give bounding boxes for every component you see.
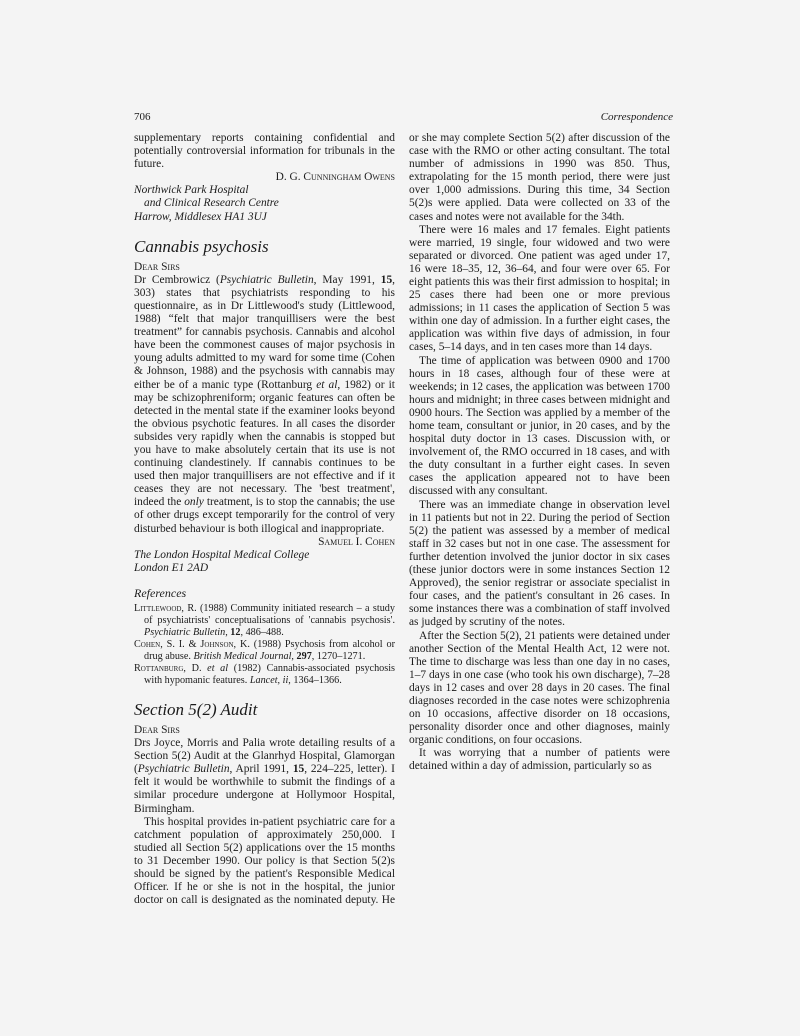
address-line: and Clinical Research Centre [144, 197, 279, 210]
salutation: Dear Sirs [134, 260, 180, 273]
section5-paragraph-7: It was worrying that a number of patients were detained within a day of admission, particularly so as [409, 747, 670, 773]
section5-paragraph-6: After the Section 5(2), 21 patients were detained under another Section of the Mental Health Act, 12 were not. The time to discharge was less than one day in no cases, 1–7 days in one case (who took his own discharge), 7–28 days in 12 cases and over 28 days in 20 cases. The final diagnoses recorded in the case notes were schizophrenia on 10 occasions, affective disorder on 18 occasions, personality disorder once and other diagnoses, mainly organic conditions, on four occasions. [409, 629, 670, 747]
section5-paragraph-3: There were 16 males and 17 females. Eight patients were married, 19 single, four widowed and two were separated or divorced. One patient was aged under 17, 16 were 18–35, 12, 36–64, and four were over 65. For eight patients this was their first admission to hospital; in 25 cases there had been one or more previous admissions; in 11 cases the application of Section 5 was within one day of admission. In a further eight cases, the application was within five days of admission, in four cases, 5–14 days, and in ten cases more than 14 days. [409, 223, 670, 354]
continuation-text: supplementary reports containing confidential and potentially controversial information for tribunals in the future. [134, 132, 395, 171]
article-title-cannabis: Cannabis psychosis [134, 236, 269, 256]
address-line: The London Hospital Medical College [134, 548, 310, 561]
section5-paragraph-2-continued: or she may complete Section 5(2) after discussion of the case with the RMO or other acting consultant. The total number of admissions in 1990 was 850. Thus, extrapolating for the 15 month period, there were just over 1,000 admissions. During this time, 34 Section 5(2)s were applied. Data were collected on 33 of the cases and notes were not available for the 34th. [409, 132, 670, 223]
section5-paragraph-1: Drs Joyce, Morris and Palia wrote detailing results of a Section 5(2) Audit at the Glanrhyd Hospital, Glamorgan (Psychiatric Bulletin, April 1991, 15, 224–225, letter). I felt it would be worthwhile to submit the findings of a similar procedure undergone at Hollymoor Hospital, Birmingham. [134, 737, 395, 815]
right-column [409, 132, 670, 774]
address-cohen [134, 549, 395, 575]
article-title-section5: Section 5(2) Audit [134, 700, 258, 719]
address-line: Harrow, Middlesex HA1 3UJ [134, 210, 267, 223]
running-header: Correspondence [600, 111, 673, 123]
section5-paragraph-5: There was an immediate change in observation level in 11 patients but not in 22. During the period of Section 5(2) the patient was assessed by a member of medical staff in 32 cases but not in one case. The assessment for further detention involved the junior doctor in six cases (these junior doctors were in some instances Section 12 Approved), the senior registrar or associate specialist in four cases, and the patient's consultant in 26 cases. In some instances there was a combination of staff involved as judged by scrutiny of the notes. [409, 498, 670, 629]
references-heading: References [134, 585, 187, 600]
section5-paragraph-2: This hospital provides in-patient psychiatric care for a catchment population of approximately 250,000. I studied all Section 5(2) applications over the 15 months to 31 December 1990. Our policy is that Section 5(2)s should be signed by the patient's Responsible Medical Officer. If he or she is not in the hospital, the junior doctor on call is designated as the nominated deputy. He [134, 815, 395, 907]
salutation: Dear Sirs [134, 724, 180, 736]
reference-item: Littlewood, R. (1988) Community initiated research – a study of psychiatrists' conceptualisations of 'cannabis psychosis'. Psychiatric Bulletin, 12, 486–488. [134, 603, 395, 638]
reference-item: Cohen, S. I. & Johnson, K. (1988) Psychosis from alcohol or drug abuse. British Medical Journal, 297, 1270–1271. [134, 639, 395, 662]
signature-owens: D. G. Cunningham Owens [275, 171, 395, 184]
left-column [134, 132, 395, 907]
address-owens [134, 184, 395, 223]
signature-cohen: Samuel I. Cohen [318, 535, 395, 548]
cannabis-letter-body: Dr Cembrowicz (Psychiatric Bulletin, May 1991, 15, 303) states that psychiatrists responding to his questionnaire, as in Dr Littlewood's study (Littlewood, 1988) “felt that major tranquillisers were the best treatment” for cannabis psychosis. Cannabis and alcohol have been the commonest causes of major psychosis in young adults admitted to my ward for some time (Cohen & Johnson, 1988) and the psychosis with cannabis may either be of a manic type (Rottanburg et al, 1982) or it may be schizophreniform; organic features can often be detected in the mental state if the examiner looks beyond the obvious psychotic features. In all cases the disorder subsides very rapidly when the cannabis is stopped but you have to make absolutely certain that its use is not continuing clandestinely. If cannabis continues to be used then major tranquillisers are not effective and if it ceases they are not necessary. The 'best treatment', indeed the only treatment, is to stop the cannabis; the use of other drugs except temporarily for the control of very disturbed behaviour is both illogical and inappropriate. [134, 273, 395, 535]
address-line: Northwick Park Hospital [134, 184, 249, 197]
reference-item: Rottanburg, D. et al (1982) Cannabis-associated psychosis with hypomanic features. Lancet, ii, 1364–1366. [134, 663, 395, 686]
address-line: London E1 2AD [134, 561, 209, 574]
section5-paragraph-4: The time of application was between 0900 and 1700 hours in 18 cases, although four of these were at weekends; in 12 cases, the application was between 1700 hours and midnight; in three cases between midnight and 0900 hours. The Section was applied by a member of the home team, consultant or junior, in 20 cases, and by the hospital duty doctor in 13 cases. Discussion with, or involvement of, the RMO occurred in 18 cases, and with the duty consultant in a further eight cases. In seven cases the application appeared not to have been discussed with any consultant. [409, 354, 670, 498]
paragraph-2-continuation [409, 132, 670, 224]
page-number: 706 [134, 111, 151, 123]
